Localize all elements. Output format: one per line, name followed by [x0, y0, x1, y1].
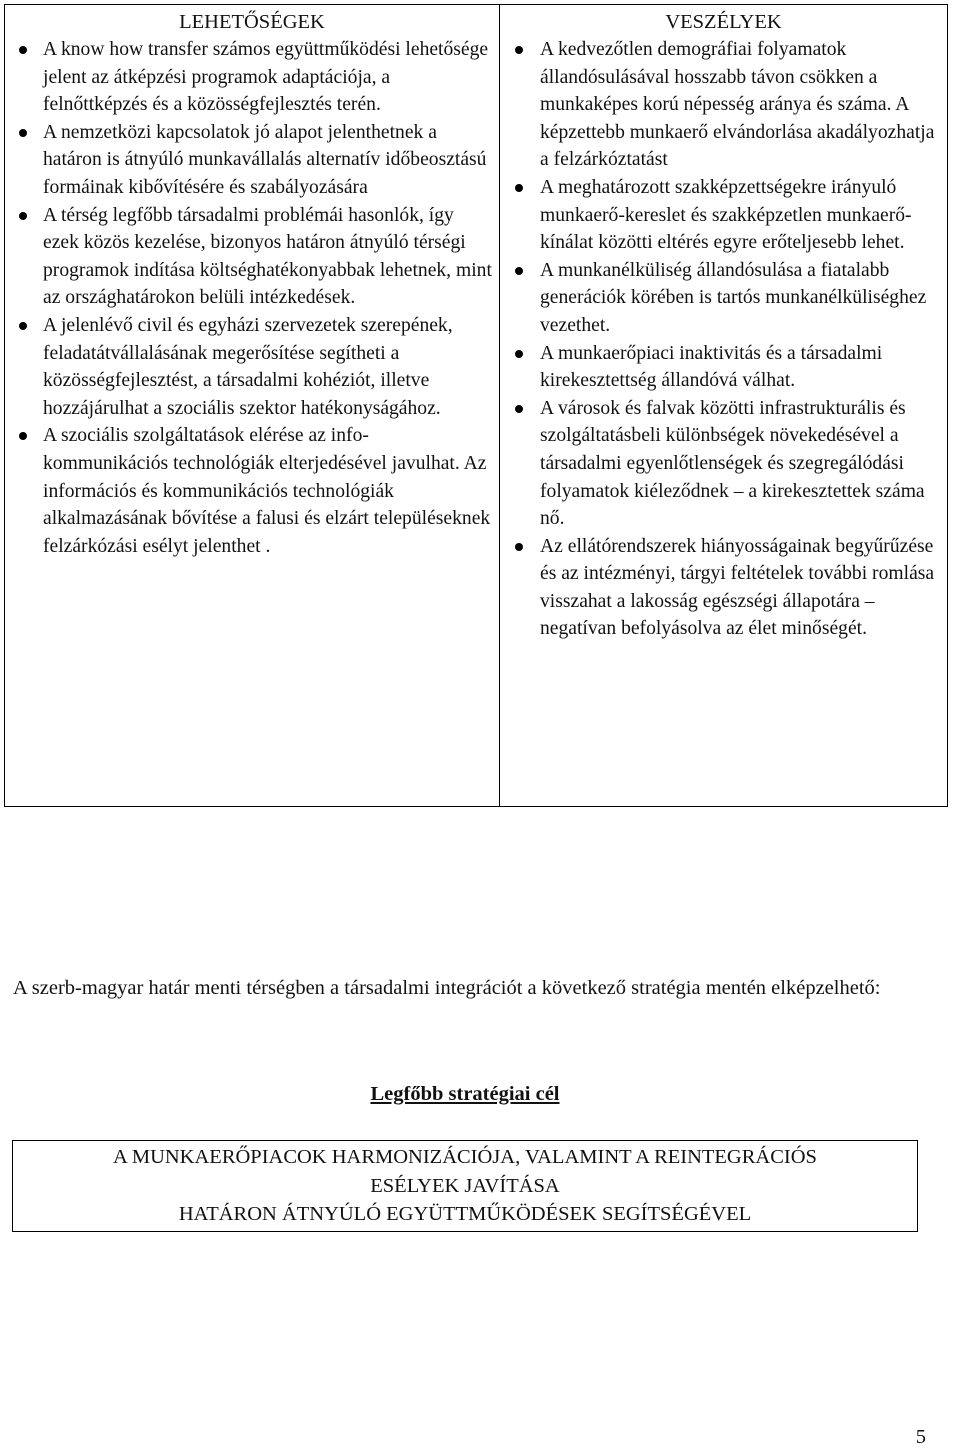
strategic-goal-heading: Legfőbb stratégiai cél — [370, 1083, 560, 1105]
opportunity-item: A szociális szolgáltatások elérése az info-kommunikációs technológiák elterjedésével javulhat. Az információs és kommunikációs technológiák alkalmazásának bővítése a falusi és elzárt településeknek felzárkózási esélyt jelenthet . — [5, 422, 499, 560]
threat-item: A munkanélküliség állandósulása a fiatalabb generációk körében is tartós munkanélküliséghez vezethet. — [500, 257, 947, 340]
threat-item: A munkaerőpiaci inaktivitás és a társadalmi kirekesztettség állandóvá válhat. — [500, 340, 947, 395]
threat-item: A meghatározott szakképzettségekre irányuló munkaerő-kereslet és szakképzetlen munkaerő-kínálat közötti eltérés egyre erőteljesebb lehet. — [500, 174, 947, 257]
page-number: 5 — [915, 1426, 926, 1448]
swot-table — [4, 4, 948, 807]
opportunity-item: A nemzetközi kapcsolatok jó alapot jelenthetnek a határon is átnyúló munkavállalás alternatív időbeosztású formáinak kibővítésére és szabályozására — [5, 119, 499, 202]
opportunity-item: A know how transfer számos együttműködési lehetősége jelent az átképzési programok adaptációja, a felnőttképzés és a közösségfejlesztés terén. — [5, 36, 499, 119]
threat-item: A városok és falvak közötti infrastrukturális és szolgáltatásbeli különbségek növekedésével a társadalmi egyenlőtlenségek és szegregálódási folyamatok kiéleződnek – a kirekesztettek száma nő. — [500, 395, 947, 533]
opportunities-list — [5, 36, 499, 560]
strategic-goal-line: A MUNKAERŐPIACOK HARMONIZÁCIÓJA, VALAMINT A REINTEGRÁCIÓS — [113, 1146, 817, 1168]
opportunity-item: A jelenlévő civil és egyházi szervezetek szerepének, feladatátvállalásának megerősítése segítheti a közösségfejlesztést, a társadalmi kohéziót, illetve hozzájárulhat a szociális szektor hatékonyságához. — [5, 312, 499, 422]
intro-paragraph: A szerb-magyar határ menti térségben a társadalmi integrációt a következő stratégia mentén elképzelhető: — [13, 977, 881, 999]
threat-item: Az ellátórendszerek hiányosságainak begyűrűzése és az intézményi, tárgyi feltételek további romlása visszahat a lakosság egészségi állapotára –negatívan befolyásolva az élet minőségét. — [500, 533, 947, 643]
strategic-goal-line: ESÉLYEK JAVÍTÁSA — [370, 1174, 560, 1197]
strategic-goal-line: HATÁRON ÁTNYÚLÓ EGYÜTTMŰKÖDÉSEK SEGÍTSÉGÉVEL — [178, 1203, 752, 1225]
opportunities-column — [5, 5, 500, 807]
threat-item: A kedvezőtlen demográfiai folyamatok állandósulásával hosszabb távon csökken a munkaképes korú népesség aránya és száma. A képzettebb munkaerő elvándorlása akadályozhatja a felzárkóztatást — [500, 36, 947, 174]
strategic-goal-box — [12, 1140, 918, 1232]
threats-list — [500, 36, 947, 643]
opportunities-heading: LEHETŐSÉGEK — [179, 11, 325, 33]
opportunity-item: A térség legfőbb társadalmi problémái hasonlók, így ezek közös kezelése, bizonyos határon átnyúló térségi programok indítása költséghatékonyabbak lehetnek, mint az országhatárokon belüli intézkedések. — [5, 202, 499, 312]
threats-column — [500, 5, 948, 807]
threats-heading: VESZÉLYEK — [665, 11, 782, 33]
